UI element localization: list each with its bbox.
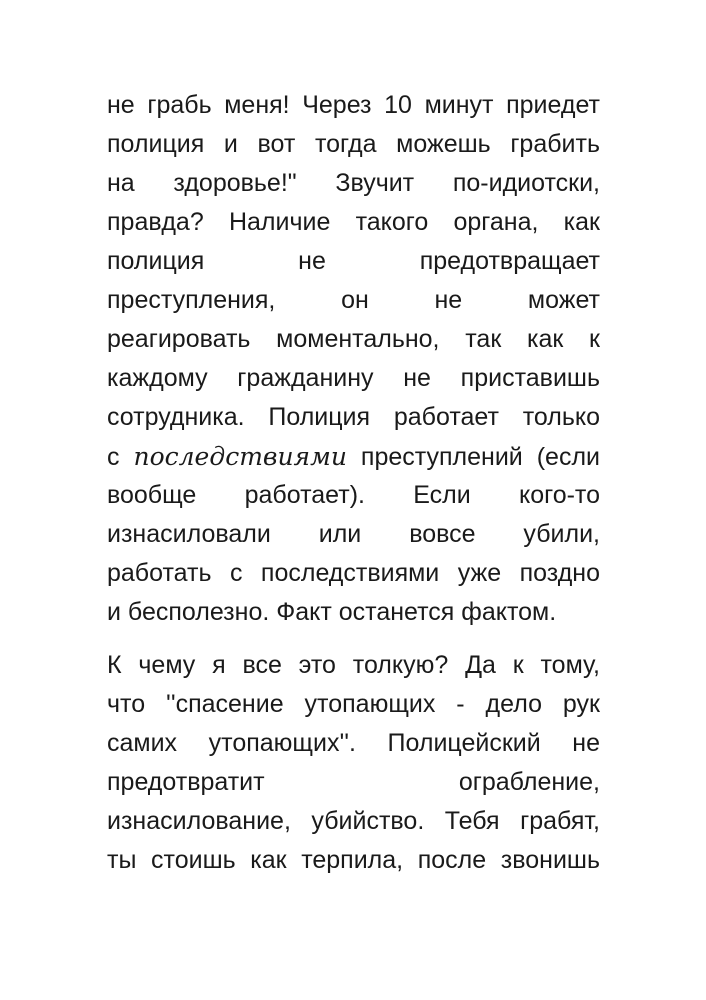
text-line: сотрудника. Полиция работает только xyxy=(107,403,600,431)
text-line: преступления, он не может xyxy=(107,286,600,314)
text-line: изнасилование, убийство. Тебя грабят, xyxy=(107,807,600,835)
text-line: самих утопающих''. Полицейский не xyxy=(107,729,600,757)
text-line: что ''спасение утопающих - дело рук xyxy=(107,690,600,718)
text-line: на здоровье!" Звучит по-идиотски, xyxy=(107,169,600,197)
text-line: полиция и вот тогда можешь грабить xyxy=(107,130,600,158)
text-line: не грабь меня! Через 10 минут приедет xyxy=(107,91,600,119)
paragraph-1 xyxy=(107,86,600,632)
text-segment: преступлений (если xyxy=(346,443,601,471)
text-line: изнасиловали или вовсе убили, xyxy=(107,520,600,548)
text-line: ты стоишь как терпила, после звонишь xyxy=(107,846,600,874)
text-line: реагировать моментально, так как к xyxy=(107,325,600,353)
text-line: К чему я все это толкую? Да к тому, xyxy=(107,651,600,679)
text-line: предотвратит ограбление, xyxy=(107,768,600,796)
text-line: полиция не предотвращает xyxy=(107,247,600,275)
text-line: каждому гражданину не приставишь xyxy=(107,364,600,392)
paragraph-2 xyxy=(107,646,600,880)
text-line: правда? Наличие такого органа, как xyxy=(107,208,600,236)
document-page xyxy=(107,86,600,880)
text-line: и бесполезно. Факт останется фактом. xyxy=(107,598,557,626)
paragraph-gap xyxy=(107,632,600,646)
text-line: вообще работает). Если кого-то xyxy=(107,481,600,509)
text-line: работать с последствиями уже поздно xyxy=(107,559,600,587)
text-segment: с xyxy=(107,443,134,471)
text-line-with-emphasis xyxy=(107,437,600,476)
emphasized-word: последствиями xyxy=(133,442,347,471)
